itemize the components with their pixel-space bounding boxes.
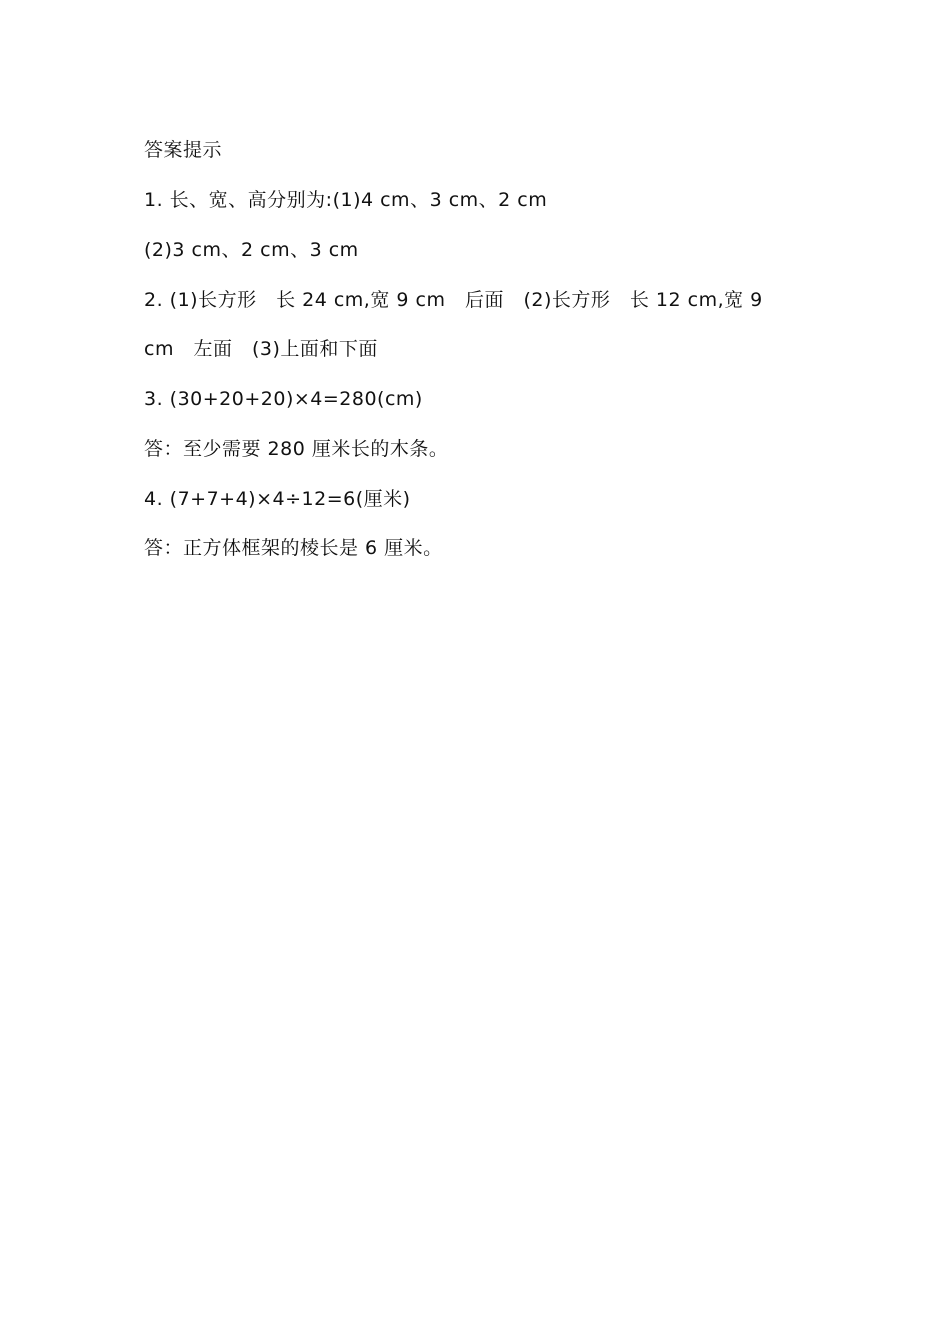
answer-line-2: (2)3 cm、2 cm、3 cm — [144, 239, 359, 261]
answer-line-8: 答：正方体框架的棱长是 6 厘米。 — [144, 537, 443, 559]
document-heading: 答案提示 — [144, 139, 223, 161]
answer-line-6: 答：至少需要 280 厘米长的木条。 — [144, 438, 449, 460]
answer-line-7: 4. (7+7+4)×4÷12=6(厘米) — [144, 488, 411, 510]
answer-line-5: 3. (30+20+20)×4=280(cm) — [144, 388, 423, 410]
answer-line-3: 2. (1)长方形 长 24 cm,宽 9 cm 后面 (2)长方形 长 12 cm,宽 9 — [144, 289, 763, 311]
answer-line-1: 1. 长、宽、高分别为:(1)4 cm、3 cm、2 cm — [144, 189, 548, 211]
answer-line-4: cm 左面 (3)上面和下面 — [144, 338, 378, 360]
